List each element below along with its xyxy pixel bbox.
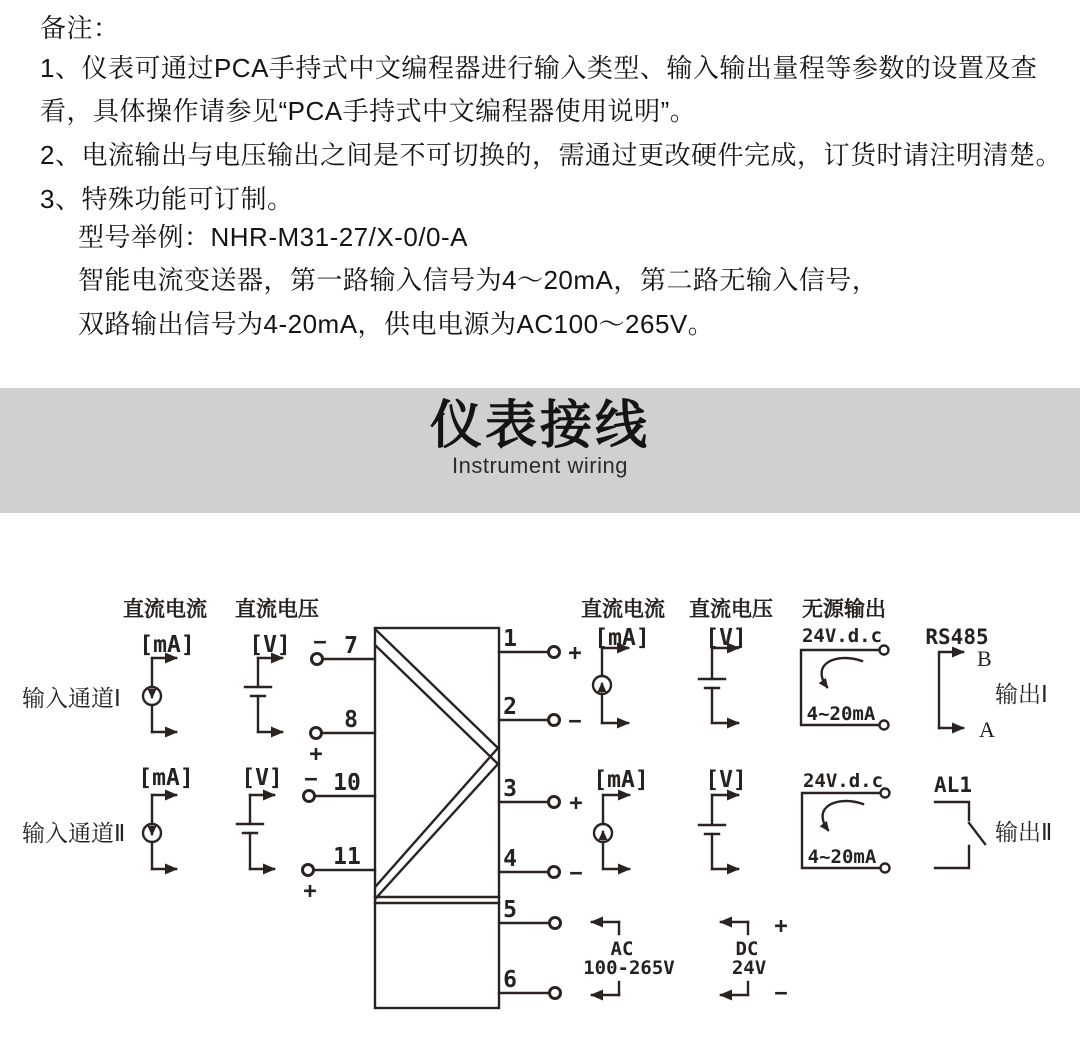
terminal-5 <box>499 897 561 929</box>
note-line-2: 看，具体操作请参见“PCA手持式中文编程器使用说明”。 <box>40 96 697 126</box>
out1-channel-label: 输出Ⅰ <box>995 681 1048 707</box>
wiring-diagram-svg <box>0 554 1080 1054</box>
terminal-11-sign: + <box>303 879 317 904</box>
out2-voltage-source-symbol <box>699 795 738 869</box>
out2-loop-supply-box <box>802 770 890 873</box>
terminal-4 <box>499 846 583 886</box>
terminal-7 <box>312 630 376 665</box>
in1-channel-label: 输入通道Ⅰ <box>22 685 121 711</box>
out2-ma-unit: [mA] <box>593 767 649 793</box>
note-line-3: 2、电流输出与电压输出之间是不可切换的，需通过更改硬件完成，订货时请注明清楚。 <box>40 140 1062 170</box>
terminal-4-label: 4 <box>503 846 517 872</box>
ac-range-label: 100-265V <box>583 957 675 979</box>
out2-v-unit: [V] <box>705 767 747 793</box>
in2-current-source-symbol <box>143 795 176 869</box>
power-dc-symbol <box>721 914 788 1006</box>
note-line-detail2: 双路输出信号为4-20mA，供电电源为AC100～265V。 <box>78 309 715 339</box>
terminal-7-label: 7 <box>344 633 358 659</box>
terminal-1-label: 1 <box>503 626 517 652</box>
rs485-b-label: B <box>977 646 992 671</box>
out1-voltage-source-symbol <box>699 648 738 723</box>
dc-minus-sign: − <box>774 981 788 1006</box>
out2-supply-label: 24V.d.c <box>802 770 884 792</box>
page-subtitle: Instrument wiring <box>451 453 628 478</box>
out1-ma-unit: [mA] <box>594 625 650 651</box>
terminal-3 <box>499 776 583 816</box>
in1-voltage-source-symbol <box>245 658 282 732</box>
ac-label: AC <box>610 938 634 960</box>
terminal-10 <box>304 767 376 802</box>
terminal-2-label: 2 <box>503 694 517 720</box>
out1-current-source-symbol <box>593 648 628 723</box>
dc-label: DC <box>735 938 759 960</box>
terminal-6-label: 6 <box>503 967 517 993</box>
notes-heading: 备注： <box>40 13 120 43</box>
rs485-label: RS485 <box>925 625 989 649</box>
in1-current-source-symbol <box>143 658 176 732</box>
terminal-7-sign: − <box>313 630 327 655</box>
input-header-dc-current: 直流电流 <box>123 598 207 621</box>
terminal-11-label: 11 <box>333 844 361 870</box>
rs485-a-label: A <box>979 717 995 742</box>
terminal-8-label: 8 <box>344 707 358 733</box>
terminal-4-sign: − <box>569 861 583 886</box>
out1-range-label: 4~20mA <box>806 703 876 725</box>
terminal-1 <box>499 626 582 666</box>
input-header-dc-voltage: 直流电压 <box>235 598 319 621</box>
page-title: 仪表接线 <box>429 397 650 455</box>
in1-v-unit: [V] <box>249 632 291 658</box>
note-line-4: 3、特殊功能可订制。 <box>40 184 294 214</box>
out2-range-label: 4~20mA <box>807 846 877 868</box>
output-header-passive: 无源输出 <box>802 598 886 621</box>
power-ac-symbol <box>583 922 675 995</box>
terminal-3-label: 3 <box>503 776 517 802</box>
out1-v-unit: [V] <box>705 625 747 651</box>
al1-label: AL1 <box>934 773 972 797</box>
terminal-10-label: 10 <box>333 770 361 796</box>
in1-ma-unit: [mA] <box>139 632 195 658</box>
note-line-detail1: 智能电流变送器，第一路输入信号为4～20mA，第二路无输入信号， <box>78 265 879 295</box>
terminal-2 <box>499 694 582 734</box>
output-header-dc-current: 直流电流 <box>581 598 665 621</box>
terminal-5-label: 5 <box>503 897 517 923</box>
out2-current-source-symbol <box>594 795 629 869</box>
wiring-diagram <box>0 554 1080 1054</box>
out1-supply-label: 24V.d.c <box>801 625 883 647</box>
terminal-1-sign: + <box>568 641 582 666</box>
terminal-11 <box>303 844 376 904</box>
transmitter-body <box>375 628 499 1008</box>
out2-channel-label: 输出Ⅱ <box>995 819 1053 845</box>
dc-plus-sign: + <box>774 914 788 939</box>
terminal-6 <box>499 967 561 999</box>
terminal-3-sign: + <box>569 791 583 816</box>
terminal-8 <box>309 707 375 767</box>
in2-voltage-source-symbol <box>237 795 274 869</box>
out1-loop-supply-box <box>801 625 889 730</box>
note-line-model: 型号举例：NHR-M31-27/X-0/0-A <box>78 222 469 252</box>
output-header-dc-voltage: 直流电压 <box>689 598 773 621</box>
out1-rs485-symbol <box>925 625 995 742</box>
in2-ma-unit: [mA] <box>138 765 194 791</box>
section-banner <box>0 388 1080 513</box>
terminal-10-sign: − <box>304 767 318 792</box>
in2-v-unit: [V] <box>241 765 283 791</box>
in2-channel-label: 输入通道Ⅱ <box>22 820 126 846</box>
out2-alarm-contact-symbol <box>934 773 985 868</box>
dc-range-label: 24V <box>731 957 767 979</box>
note-line-1: 1、仪表可通过PCA手持式中文编程器进行输入类型、输入输出量程等参数的设置及查 <box>40 53 1038 83</box>
terminal-2-sign: − <box>568 709 582 734</box>
terminal-8-sign: + <box>309 742 323 767</box>
